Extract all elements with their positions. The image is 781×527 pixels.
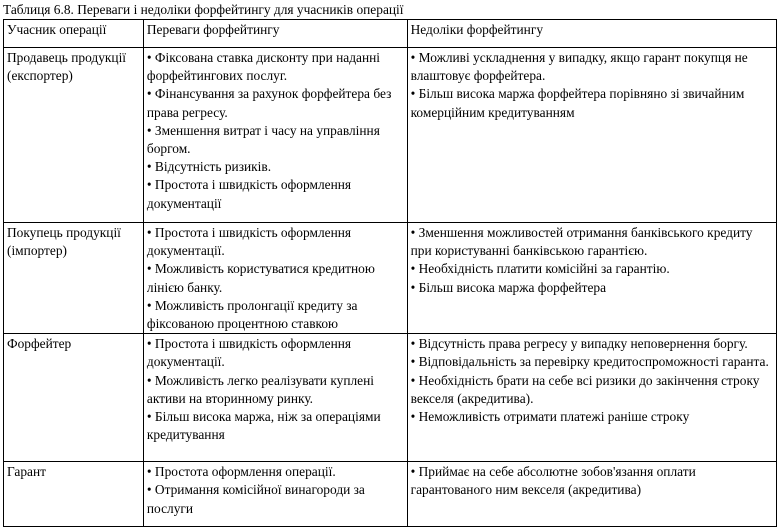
disadvantage-item: • Неможливість отримати платежі раніше строку <box>410 409 690 425</box>
table-header-row <box>4 20 777 48</box>
disadvantage-item: • Приймає на себе абсолютне зобов'язання оплати гарантованого ним векселя (акредитива) <box>410 464 696 498</box>
disadvantages-cell <box>407 48 776 223</box>
advantage-item: • Зменшення витрат і часу на управління боргом. <box>146 122 380 157</box>
table-row <box>4 223 777 334</box>
advantage-item: • Простота і швидкість оформлення документації. <box>146 336 352 370</box>
disadvantage-item: • Більш висока маржа форфейтера <box>410 279 607 295</box>
participant-cell: Форфейтер <box>4 334 144 462</box>
participant-cell: Гарант <box>4 462 144 527</box>
disadvantage-item: • Необхідність платити комісійні за гарантію. <box>410 261 670 277</box>
advantages-cell <box>143 48 407 223</box>
forfaiting-table <box>3 19 777 527</box>
advantage-item: • Можливість користуватися кредитною лінією банку. <box>146 261 375 295</box>
table-row <box>4 462 777 527</box>
advantage-item: • Можливість пролонгації кредиту за фіксованою процентною ставкою <box>146 297 358 332</box>
advantage-item: • Отримання комісійної винагороди за послуги <box>146 482 365 516</box>
disadvantage-item: • Більш висока маржа форфейтера порівняно зі звичайним комерційним кредитуванням <box>410 86 745 120</box>
advantages-cell <box>143 462 407 527</box>
disadvantage-item: • Можливі ускладнення у випадку, якщо гарант покупця не влаштовує форфейтера. <box>410 50 748 84</box>
disadvantage-item: • Зменшення можливостей отримання банківського кредиту при користуванні банківською гарантією. <box>410 225 753 259</box>
advantages-cell <box>143 223 407 334</box>
table-caption: Таблиця 6.8. Переваги і недоліки форфейтингу для учасників операції <box>3 2 404 17</box>
advantage-item: • Більш висока маржа, ніж за операціями кредитування <box>146 409 381 443</box>
advantage-item: • Фінансування за рахунок форфейтера без права регресу. <box>146 86 392 120</box>
advantage-item: • Простота і швидкість оформлення документації. <box>146 225 352 259</box>
advantage-item: • Фіксована ставка дисконту при наданні форфейтингових послуг. <box>146 50 381 84</box>
disadvantages-cell <box>407 462 776 527</box>
participant-cell: Продавець продукції (експортер) <box>4 48 144 223</box>
advantage-item: • Можливість легко реалізувати куплені активи на вторинному ринку. <box>146 372 375 406</box>
table-row <box>4 334 777 462</box>
header-participant: Учасник операції <box>4 20 144 48</box>
table-row <box>4 48 777 223</box>
disadvantages-cell <box>407 223 776 334</box>
disadvantage-item: • Відсутність права регресу у випадку неповернення боргу. <box>410 336 748 352</box>
disadvantage-item: • Необхідність брати на себе всі ризики до закінчення строку векселя (акредитива). <box>410 372 760 406</box>
advantage-item: • Простота оформлення операції. <box>146 464 336 480</box>
header-disadvantages: Недоліки форфейтингу <box>407 20 776 48</box>
header-advantages: Переваги форфейтингу <box>143 20 407 48</box>
participant-cell: Покупець продукції (імпортер) <box>4 223 144 334</box>
disadvantages-cell <box>407 334 776 462</box>
advantage-item: • Простота і швидкість оформлення документації <box>146 177 352 211</box>
advantage-item: • Відсутність ризиків. <box>146 159 272 175</box>
disadvantage-item: • Відповідальність за перевірку кредитоспроможності гаранта. <box>410 354 769 370</box>
advantages-cell <box>143 334 407 462</box>
